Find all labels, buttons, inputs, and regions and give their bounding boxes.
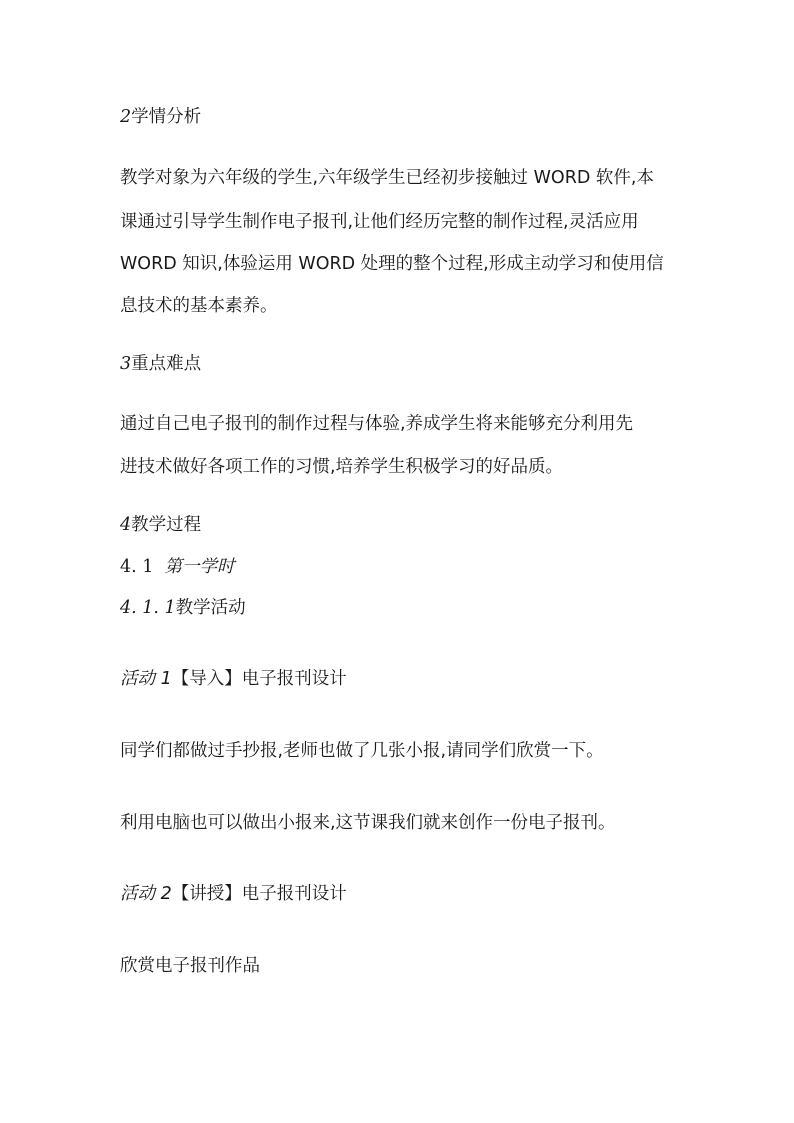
section-2-paragraph-line-4: 息技术的基本素养。 — [120, 296, 278, 316]
activity-1-title: 电子报刊设计 — [241, 669, 347, 689]
activity-1-heading — [120, 667, 347, 691]
section-2-paragraph-line-1: 教学对象为六年级的学生,六年级学生已经初步接触过 WORD 软件,本 — [120, 168, 654, 188]
section-4-1-title: 第一学时 — [164, 557, 235, 577]
activity-2-bracket: 【讲授】 — [171, 884, 242, 904]
section-4-1-1-title: 教学活动 — [175, 598, 246, 618]
activity-1-bracket: 【导入】 — [171, 669, 242, 689]
section-2-title: 学情分析 — [131, 107, 202, 127]
section-4-1-1-heading — [120, 596, 246, 620]
activity-1-line-2: 利用电脑也可以做出小报来,这节课我们就来创作一份电子报刊。 — [120, 813, 616, 833]
activity-2-prefix: 活动 2 — [120, 884, 172, 904]
section-2-paragraph-line-2: 课通过引导学生制作电子报刊,让他们经历完整的制作过程,灵活应用 — [120, 212, 639, 232]
section-3-title: 重点难点 — [131, 354, 202, 374]
section-3-paragraph-line-2: 进技术做好各项工作的习惯,培养学生积极学习的好品质。 — [120, 457, 564, 477]
activity-1-prefix: 活动 1 — [120, 669, 172, 689]
section-3-paragraph-line-1: 通过自己电子报刊的制作过程与体验,养成学生将来能够充分利用先 — [120, 414, 634, 434]
activity-2-heading — [120, 882, 347, 906]
section-4-1-number: 4. 1 — [120, 557, 154, 577]
section-2-number: 2 — [120, 107, 132, 127]
section-2-heading — [120, 105, 201, 129]
section-3-number: 3 — [120, 354, 132, 374]
activity-2-title: 电子报刊设计 — [241, 884, 347, 904]
section-4-title: 教学过程 — [131, 515, 202, 535]
section-4-1-heading — [120, 555, 235, 579]
section-4-heading — [120, 513, 201, 537]
section-3-heading — [120, 352, 201, 376]
activity-1-line-1: 同学们都做过手抄报,老师也做了几张小报,请同学们欣赏一下。 — [120, 741, 604, 761]
section-4-1-1-number: 4. 1. 1 — [120, 598, 176, 618]
section-4-number: 4 — [120, 515, 132, 535]
section-2-paragraph-line-3: WORD 知识,体验运用 WORD 处理的整个过程,形成主动学习和使用信 — [120, 254, 664, 274]
activity-2-line-1: 欣赏电子报刊作品 — [120, 956, 260, 976]
